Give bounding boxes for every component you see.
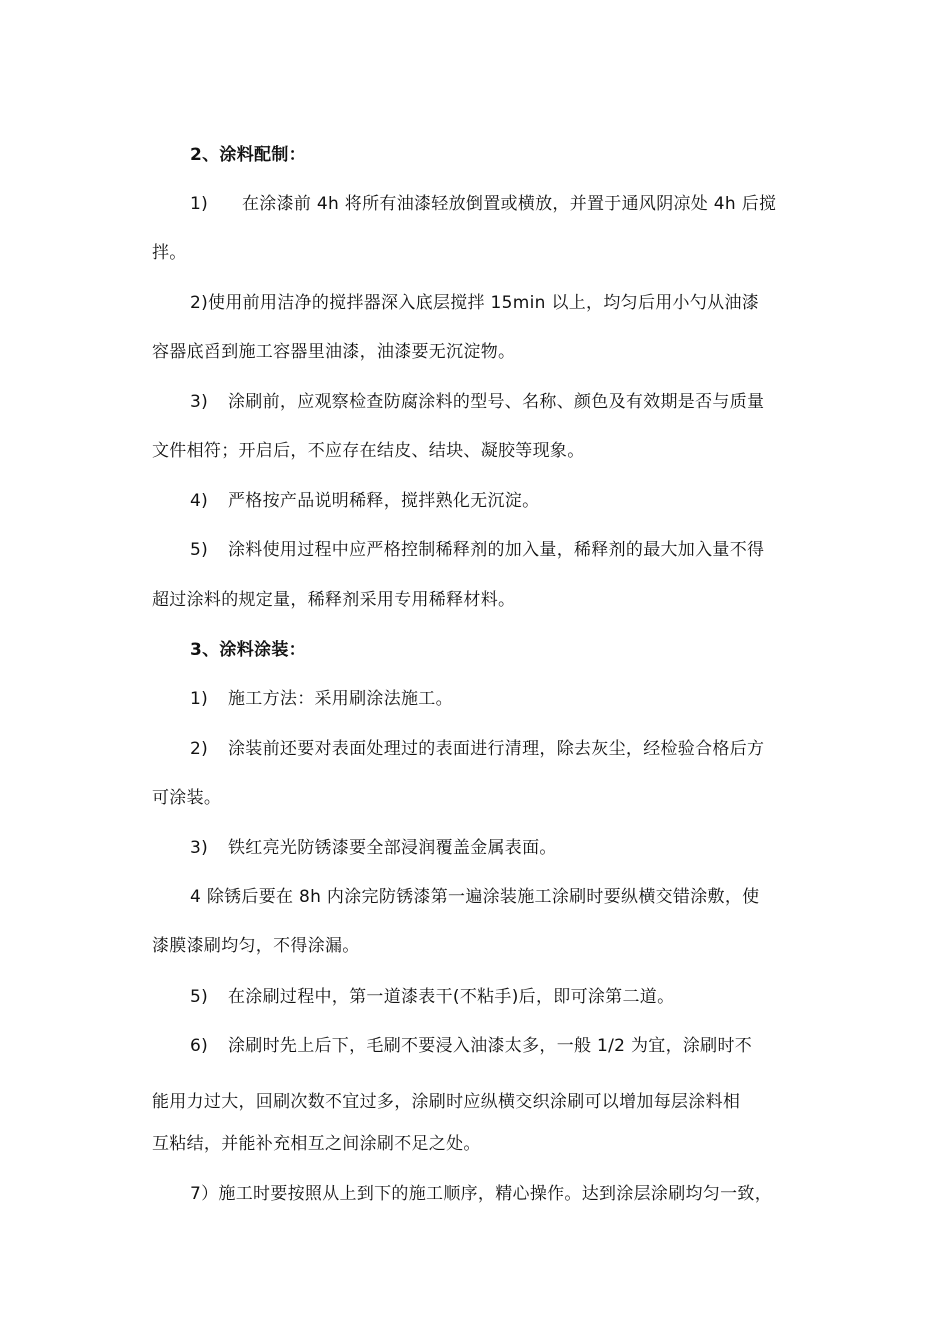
item-text: 涂料使用过程中应严格控制稀释剂的加入量，稀释剂的最大加入量不得 — [228, 540, 765, 560]
item-text: 在涂漆前 4h 将所有油漆轻放倒置或横放，并置于通风阴凉处 4h 后搅 — [242, 194, 777, 214]
paragraph-line: 拌。 — [152, 243, 187, 263]
paragraph-line: 2)使用前用洁净的搅拌器深入底层搅拌 15min 以上，均匀后用小勺从油漆 — [190, 293, 760, 313]
paragraph-line — [190, 192, 776, 216]
item-number: 5) — [190, 987, 209, 1007]
item-number: 2) — [190, 739, 209, 759]
section-heading: 2、涂料配制： — [190, 145, 306, 165]
paragraph-line — [190, 687, 453, 711]
paragraph-line — [190, 390, 764, 414]
item-number: 3) — [190, 838, 209, 858]
item-number: 5) — [190, 540, 209, 560]
paragraph-line: 能用力过大，回刷次数不宜过多，涂刷时应纵横交织涂刷可以增加每层涂料相 — [152, 1092, 741, 1112]
paragraph-line: 文件相符；开启后，不应存在结皮、结块、凝胶等现象。 — [152, 441, 585, 461]
paragraph-line: 超过涂料的规定量，稀释剂采用专用稀释材料。 — [152, 590, 516, 610]
item-number: 3) — [190, 392, 209, 412]
paragraph-line — [190, 836, 557, 860]
paragraph-line: 可涂装。 — [152, 788, 222, 808]
paragraph-line — [190, 538, 764, 562]
section-heading: 3、涂料涂装： — [190, 640, 306, 660]
item-number: 1) — [190, 689, 209, 709]
paragraph-line: 容器底舀到施工容器里油漆，油漆要无沉淀物。 — [152, 342, 516, 362]
item-text: 铁红亮光防锈漆要全部浸润覆盖金属表面。 — [228, 838, 557, 858]
paragraph-line — [190, 489, 539, 513]
paragraph-line: 4 除锈后要在 8h 内涂完防锈漆第一遍涂装施工涂刷时要纵横交错涂敷，使 — [190, 887, 760, 907]
item-text: 施工方法：采用刷涂法施工。 — [228, 689, 453, 709]
paragraph-line — [190, 1034, 752, 1058]
paragraph-line: 7）施工时要按照从上到下的施工顺序，精心操作。达到涂层涂刷均匀一致， — [190, 1184, 773, 1204]
item-text: 严格按产品说明稀释，搅拌熟化无沉淀。 — [228, 491, 540, 511]
item-number: 6) — [190, 1036, 209, 1056]
item-number: 1) — [190, 194, 209, 214]
item-text: 涂刷前，应观察检查防腐涂料的型号、名称、颜色及有效期是否与质量 — [228, 392, 765, 412]
paragraph-line — [190, 737, 764, 761]
paragraph-line: 互粘结，并能补充相互之间涂刷不足之处。 — [152, 1134, 481, 1154]
item-number: 4) — [190, 491, 209, 511]
item-text: 涂刷时先上后下，毛刷不要浸入油漆太多，一般 1/2 为宜，涂刷时不 — [228, 1036, 753, 1056]
paragraph-line — [190, 985, 674, 1009]
item-text: 涂装前还要对表面处理过的表面进行清理，除去灰尘，经检验合格后方 — [228, 739, 765, 759]
item-text: 在涂刷过程中，第一道漆表干(不粘手)后，即可涂第二道。 — [228, 987, 675, 1007]
paragraph-line: 漆膜漆刷均匀，不得涂漏。 — [152, 936, 360, 956]
